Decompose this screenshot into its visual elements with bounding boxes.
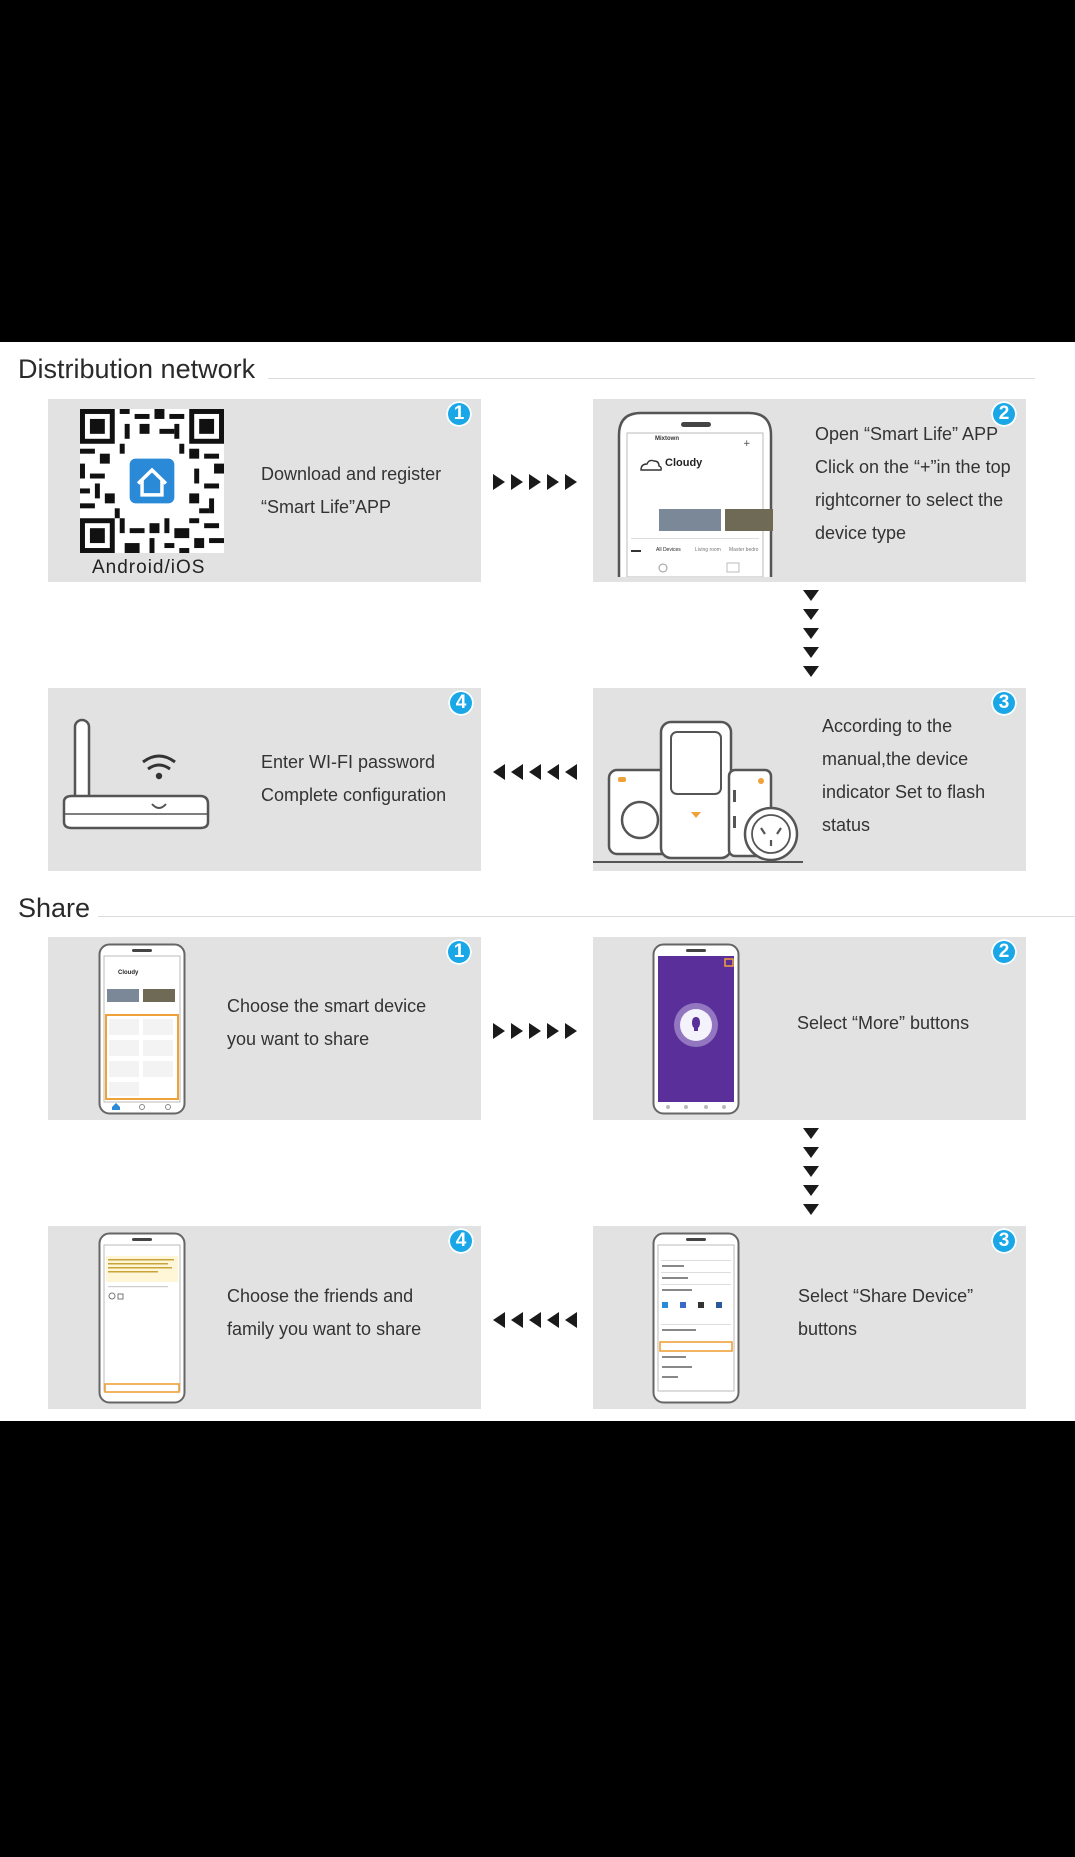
step-text-line: Choose the friends and: [227, 1286, 414, 1306]
qr-code-icon: [80, 409, 224, 553]
phone-tab-all: All Devices: [656, 547, 681, 553]
step-text-line: According to the: [822, 716, 953, 736]
section-title-share: Share: [18, 893, 91, 923]
router-icon: [56, 716, 216, 840]
step-badge: 1: [446, 939, 472, 965]
step-text-line: device type: [815, 523, 907, 543]
share-step3-card: [593, 1226, 1026, 1409]
arrow-right-icon: [492, 472, 584, 492]
dist-step2-card: [593, 399, 1026, 582]
arrow-left-icon: [492, 1310, 584, 1330]
section-divider: [98, 916, 1075, 917]
phone-sharing-screen: [98, 1232, 186, 1404]
step-badge: 4: [448, 1228, 474, 1254]
step-badge: 1: [446, 401, 472, 427]
step-text-line: Select “More” buttons: [797, 1013, 970, 1033]
step-badge: 3: [991, 1228, 1017, 1254]
step-text-line: Open “Smart Life” APP: [815, 424, 999, 444]
phone-bulb-control: [652, 943, 740, 1115]
step-text-line: “Smart Life”APP: [261, 497, 392, 517]
arrow-right-icon: [492, 1021, 584, 1041]
arrow-down-icon: [801, 1126, 821, 1218]
section-divider: [268, 378, 1035, 379]
smart-devices-icon: [593, 718, 805, 868]
step-text-line: manual,the device: [822, 749, 969, 769]
step-text-line: Complete configuration: [261, 785, 447, 805]
share-step1-card: [48, 937, 481, 1120]
step-text-line: Enter WI-FI password: [261, 752, 436, 772]
step-text-line: indicator Set to flash: [822, 782, 986, 802]
section-title-distribution: Distribution network: [18, 354, 256, 384]
phone-weather-label: Cloudy: [665, 457, 703, 469]
step-text-line: status: [822, 815, 871, 835]
qr-caption: Android/iOS: [92, 557, 206, 578]
step-badge: 2: [991, 401, 1017, 427]
step-text-line: family you want to share: [227, 1319, 422, 1339]
phone-location-label: Mixtown: [655, 436, 679, 442]
step-badge: 2: [991, 939, 1017, 965]
dist-step4-card: [48, 688, 481, 871]
step-text-line: Download and register: [261, 464, 442, 484]
step-text-line: buttons: [798, 1319, 858, 1339]
dist-step1-card: [48, 399, 481, 582]
step-text-line: Click on the “+”in the top: [815, 457, 1011, 477]
step-text-line: Choose the smart device: [227, 996, 427, 1016]
dist-step3-card: [593, 688, 1026, 871]
step-text-line: rightcorner to select the: [815, 490, 1004, 510]
phone-device-list: [98, 943, 186, 1115]
arrow-left-icon: [492, 762, 584, 782]
step-badge: 3: [991, 690, 1017, 716]
step-text-line: Select “Share Device”: [798, 1286, 974, 1306]
instruction-sheet: [0, 342, 1075, 1421]
share-step2-card: [593, 937, 1026, 1120]
step-text-line: you want to share: [227, 1029, 370, 1049]
phone-more-menu: [652, 1232, 740, 1404]
phone-weather-label: Cloudy: [118, 970, 139, 976]
svg-text:+: +: [743, 439, 751, 449]
phone-app-home: [617, 411, 773, 577]
share-step4-card: [48, 1226, 481, 1409]
arrow-down-icon: [801, 588, 821, 680]
phone-tab-master: Master bedro: [729, 547, 759, 553]
step-badge: 4: [448, 690, 474, 716]
phone-tab-living: Living room: [695, 547, 721, 553]
